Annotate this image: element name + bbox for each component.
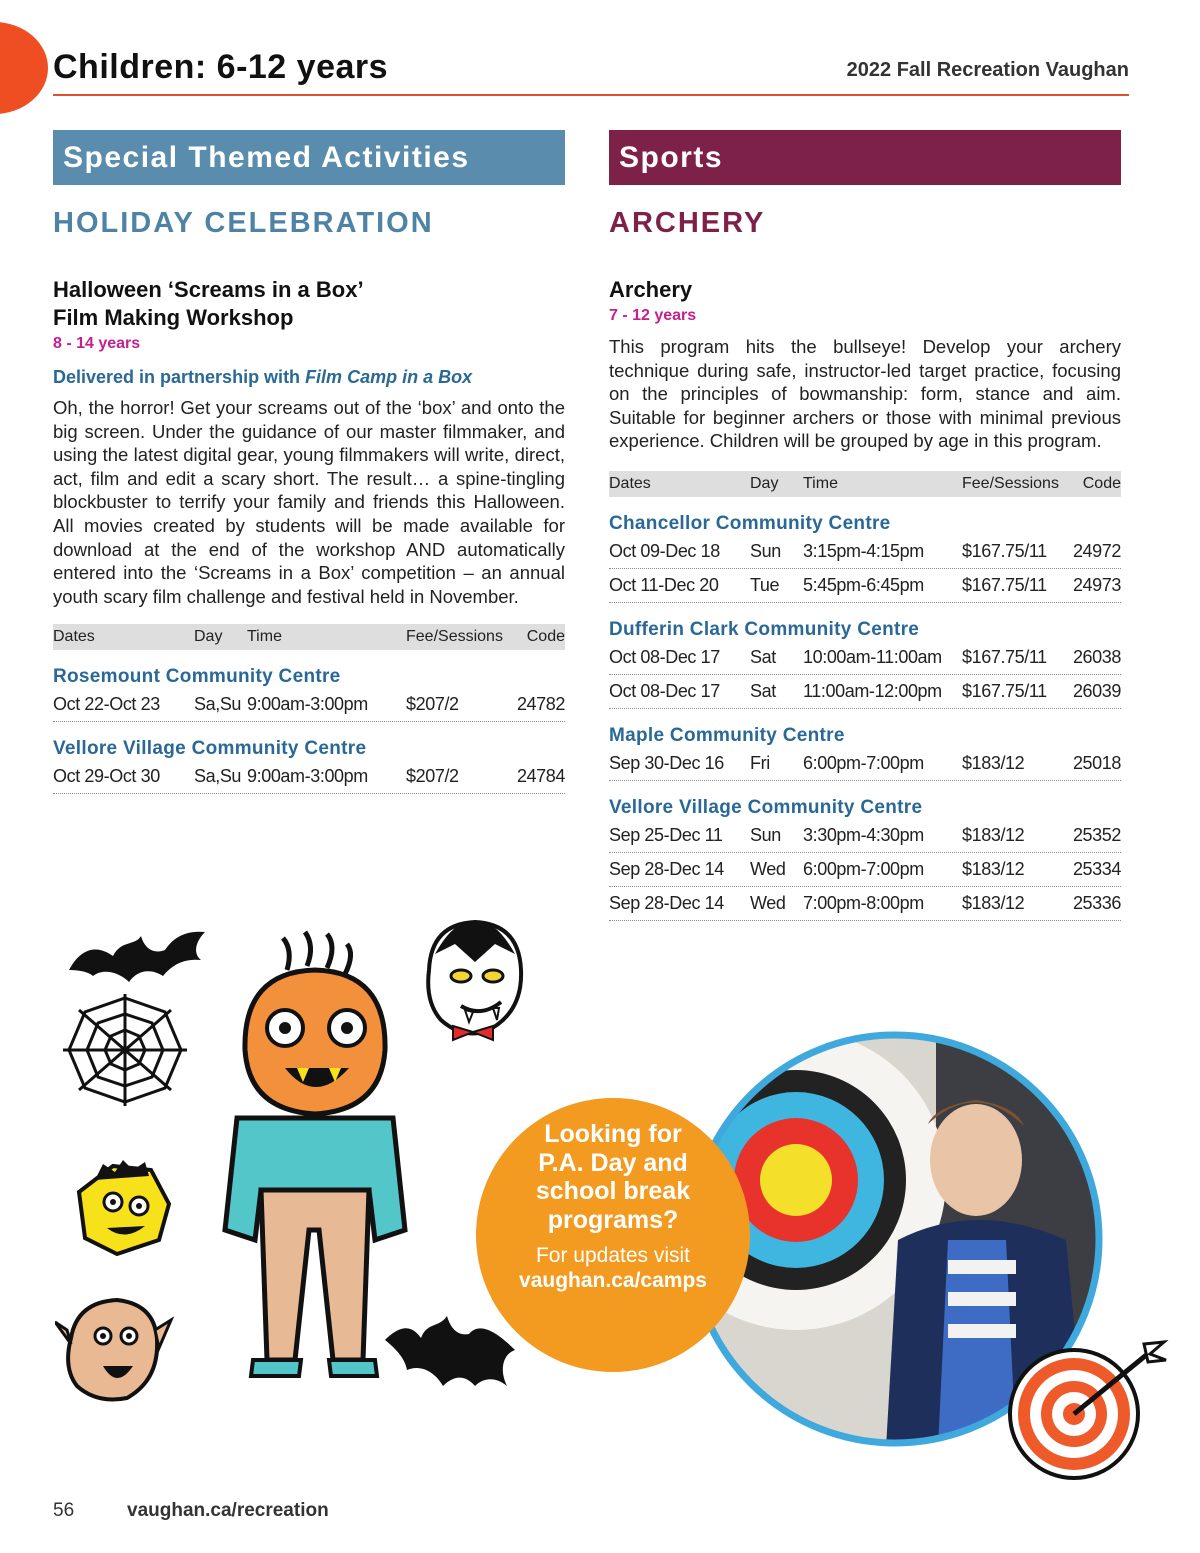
col-header-day: Day [750, 474, 779, 492]
program-age: 8 - 14 years [53, 335, 141, 352]
row-code: 25352 [1072, 824, 1121, 845]
row-code: 24972 [1072, 540, 1121, 561]
centre-name: Rosemount Community Centre [53, 666, 341, 688]
centre-name: Vellore Village Community Centre [609, 796, 923, 818]
schedule-row [609, 569, 1121, 603]
row-day: Sun [750, 824, 781, 845]
publication-title: 2022 Fall Recreation Vaughan [846, 59, 1129, 81]
row-code: 24784 [516, 766, 565, 787]
corner-accent-dot [0, 22, 48, 114]
schedule-row [609, 535, 1121, 569]
table-header [53, 624, 565, 650]
row-fee: $167.75/11 [962, 646, 1047, 667]
row-code: 26039 [1072, 680, 1121, 701]
col-header-time: Time [247, 628, 282, 646]
program-title-line2: Film Making Workshop [53, 305, 294, 330]
row-day: Wed [750, 892, 786, 913]
row-day: Tue [750, 574, 780, 595]
schedule-row [609, 887, 1121, 921]
row-day: Sun [750, 540, 781, 561]
row-time: 6:00pm-7:00pm [803, 858, 924, 879]
row-day: Sa,Su [194, 766, 242, 787]
row-time: 6:00pm-7:00pm [803, 752, 924, 773]
row-fee: $167.75/11 [962, 540, 1047, 561]
schedule-row [609, 675, 1121, 709]
row-code: 25334 [1072, 858, 1121, 879]
row-time: 9:00am-3:00pm [247, 766, 368, 787]
monster-character-icon [225, 932, 405, 1376]
row-code: 26038 [1072, 646, 1121, 667]
row-code: 25336 [1072, 892, 1121, 913]
program-archery [609, 276, 1121, 453]
row-time: 10:00am-11:00am [803, 646, 942, 667]
row-dates: Oct 29-Oct 30 [53, 766, 160, 787]
row-fee: $207/2 [406, 694, 459, 715]
row-dates: Sep 25-Dec 11 [609, 824, 723, 845]
col-header-day: Day [194, 628, 223, 646]
row-fee: $183/12 [962, 824, 1025, 845]
col-header-dates: Dates [609, 474, 651, 492]
schedule-row [609, 641, 1121, 675]
child-archer [930, 1104, 1022, 1216]
schedule-row [609, 819, 1121, 853]
program-title-line1: Halloween ‘Screams in a Box’ [53, 277, 364, 302]
row-dates: Oct 22-Oct 23 [53, 694, 160, 715]
callout-heading [476, 1120, 750, 1234]
program-halloween [53, 276, 565, 608]
partner-name: Film Camp in a Box [305, 367, 473, 387]
partner-prefix: Delivered in partnership with [53, 367, 306, 387]
table-header [609, 471, 1121, 497]
tan-monster-icon [55, 1300, 171, 1400]
row-day: Fri [750, 752, 770, 773]
bat-icon [385, 1316, 515, 1386]
col-header-time: Time [803, 474, 838, 492]
row-day: Sat [750, 646, 776, 667]
row-dates: Oct 11-Dec 20 [609, 574, 719, 595]
vampire-icon [428, 922, 521, 1040]
program-partner [53, 367, 565, 388]
callout-line1: Looking for [544, 1120, 682, 1148]
spider-web-icon [63, 994, 187, 1106]
row-dates: Sep 28-Dec 14 [609, 892, 724, 913]
yellow-monster-icon [79, 1160, 169, 1254]
title-divider [53, 94, 1129, 96]
col-header-fee: Fee/Sessions [406, 628, 503, 646]
row-dates: Sep 30-Dec 16 [609, 752, 724, 773]
col-header-dates: Dates [53, 628, 95, 646]
callout-line3: school break [535, 1177, 691, 1205]
page-title: Children: 6-12 years [53, 48, 389, 86]
program-description: Oh, the horror! Get your screams out of the ‘box’ and onto the big screen. Under the guidance of our master filmmaker, and using the latest digital gear, young filmmakers will write, direct, act, film and edit a scary short. The result… a spine-tingling blockbuster to terrify your family and friends this Halloween. All movies created by students will be made available for download at the end of the workshop AND automatically entered into the ‘Screams in a Box’ competition – an annual youth scary film challenge and festival held in November. [53, 397, 565, 607]
row-fee: $167.75/11 [962, 680, 1047, 701]
schedule-row [53, 688, 565, 722]
row-day: Sat [750, 680, 776, 701]
row-fee: $183/12 [962, 752, 1025, 773]
section-banner-special-themed: Special Themed Activities [53, 130, 565, 185]
row-code: 24973 [1072, 574, 1121, 595]
row-code: 25018 [1072, 752, 1121, 773]
col-header-code: Code [526, 628, 565, 646]
bat-icon [69, 932, 205, 982]
row-dates: Sep 28-Dec 14 [609, 858, 724, 879]
camps-callout [476, 1098, 750, 1372]
centre-name: Maple Community Centre [609, 724, 845, 746]
program-title: Archery [609, 277, 693, 302]
row-time: 3:15pm-4:15pm [803, 540, 924, 561]
row-day: Sa,Su [194, 694, 242, 715]
row-fee: $207/2 [406, 766, 459, 787]
row-fee: $183/12 [962, 892, 1025, 913]
page-number: 56 [53, 1500, 75, 1521]
col-header-fee: Fee/Sessions [962, 474, 1059, 492]
section-banner-sports: Sports [609, 130, 1121, 185]
row-time: 5:45pm-6:45pm [803, 574, 924, 595]
halloween-illustration [55, 910, 535, 1430]
left-column [53, 130, 565, 794]
category-heading-archery: ARCHERY [609, 207, 766, 239]
row-fee: $167.75/11 [962, 574, 1047, 595]
row-dates: Oct 08-Dec 17 [609, 646, 720, 667]
centre-name: Chancellor Community Centre [609, 512, 891, 534]
program-description: This program hits the bullseye! Develop your archery technique during safe, instructor-led target practice, focusing on the principles of bowmanship: form, stance and aim. Suitable for beginner archers or those with minimal previous experience. Children will be grouped by age in this program. [609, 336, 1121, 452]
left-schedule [53, 666, 565, 794]
footer-url[interactable]: vaughan.ca/recreation [127, 1500, 329, 1521]
centre-name: Dufferin Clark Community Centre [609, 618, 920, 640]
right-column [609, 130, 1121, 921]
col-header-code: Code [1082, 474, 1121, 492]
callout-line2: P.A. Day and [538, 1148, 688, 1177]
row-time: 3:30pm-4:30pm [803, 824, 924, 845]
row-code: 24782 [516, 694, 565, 715]
row-fee: $183/12 [962, 858, 1025, 879]
row-dates: Oct 08-Dec 17 [609, 680, 720, 701]
program-age: 7 - 12 years [609, 307, 697, 324]
schedule-row [609, 853, 1121, 887]
callout-link[interactable]: vaughan.ca/camps [519, 1269, 707, 1292]
row-time: 11:00am-12:00pm [803, 680, 942, 701]
centre-name: Vellore Village Community Centre [53, 738, 367, 760]
callout-line4: programs? [547, 1205, 679, 1234]
target-arrow-icon [1004, 1340, 1170, 1480]
row-time: 7:00pm-8:00pm [803, 892, 924, 913]
category-heading-holiday: HOLIDAY CELEBRATION [53, 207, 434, 239]
row-time: 9:00am-3:00pm [247, 694, 368, 715]
schedule-row [609, 747, 1121, 781]
schedule-row [53, 760, 565, 794]
program-title [53, 276, 565, 332]
right-schedule [609, 513, 1121, 921]
callout-subtext: For updates visit [535, 1244, 691, 1267]
row-day: Wed [750, 858, 786, 879]
row-dates: Oct 09-Dec 18 [609, 540, 720, 561]
